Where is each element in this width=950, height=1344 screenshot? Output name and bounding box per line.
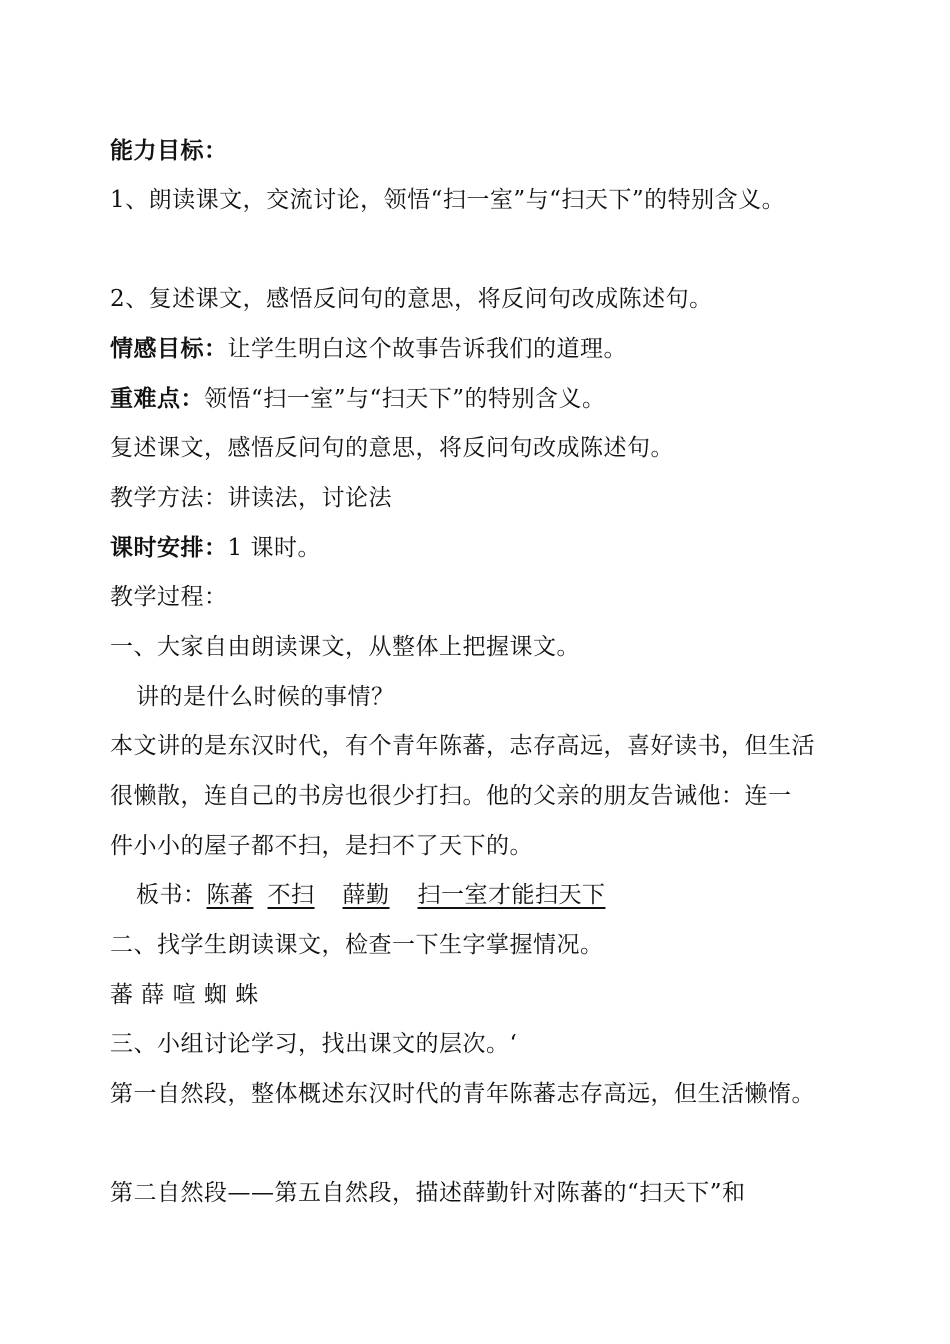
board-item: 陈蕃 <box>206 882 254 908</box>
emotion-goal <box>110 334 627 364</box>
ability-item-1: 1、朗读课文，交流讨论，领悟“扫一室”与“扫天下”的特别含义。 <box>110 187 786 213</box>
paragraph-2-desc: 第二自然段——第五自然段，描述薛勤针对陈蕃的“扫天下”和 <box>110 1180 746 1206</box>
schedule <box>110 533 321 563</box>
difficulty <box>110 384 606 414</box>
difficulty-label: 重难点： <box>110 385 204 412</box>
emotion-label: 情感目标： <box>110 335 228 362</box>
board-item: 不扫 <box>267 882 315 908</box>
ability-heading: 能力目标： <box>110 137 228 164</box>
schedule-text: 1 课时。 <box>227 535 321 561</box>
paragraph-1-desc: 第一自然段，整体概述东汉时代的青年陈蕃志存高远，但生活懒惰。 <box>110 1081 815 1107</box>
board-writing <box>136 880 606 910</box>
question: 讲的是什么时候的事情？ <box>136 684 395 710</box>
difficulty-line-2: 复述课文，感悟反问句的意思，将反问句改成陈述句。 <box>110 435 674 461</box>
board-label: 板书： <box>136 882 207 908</box>
summary-line-3: 件小小的屋子都不扫，是扫不了天下的。 <box>110 833 533 859</box>
board-content <box>207 882 606 908</box>
new-characters: 蕃 薛 喧 蜘 蛛 <box>110 982 259 1008</box>
schedule-label: 课时安排： <box>110 534 228 561</box>
ability-item-2: 2、复述课文，感悟反问句的意思，将反问句改成陈述句。 <box>110 286 713 312</box>
step-1: 一、大家自由朗读课文，从整体上把握课文。 <box>110 634 580 660</box>
step-3: 三、小组讨论学习，找出课文的层次。‘ <box>110 1031 518 1057</box>
step-2: 二、找学生朗读课文，检查一下生字掌握情况。 <box>110 932 604 958</box>
summary-line-2: 很懒散，连自己的书房也很少打扫。他的父亲的朋友告诫他：连一 <box>110 783 792 809</box>
board-item: 扫一室才能扫天下 <box>417 882 606 908</box>
emotion-text: 让学生明白这个故事告诉我们的道理。 <box>227 336 627 362</box>
summary-line-1: 本文讲的是东汉时代，有个青年陈蕃，志存高远，喜好读书，但生活 <box>110 733 815 759</box>
board-item: 薛勤 <box>342 882 390 908</box>
process-heading: 教学过程： <box>110 584 228 610</box>
difficulty-text: 领悟“扫一室”与“扫天下”的特别含义。 <box>204 386 606 412</box>
teaching-method: 教学方法：讲读法，讨论法 <box>110 485 392 511</box>
